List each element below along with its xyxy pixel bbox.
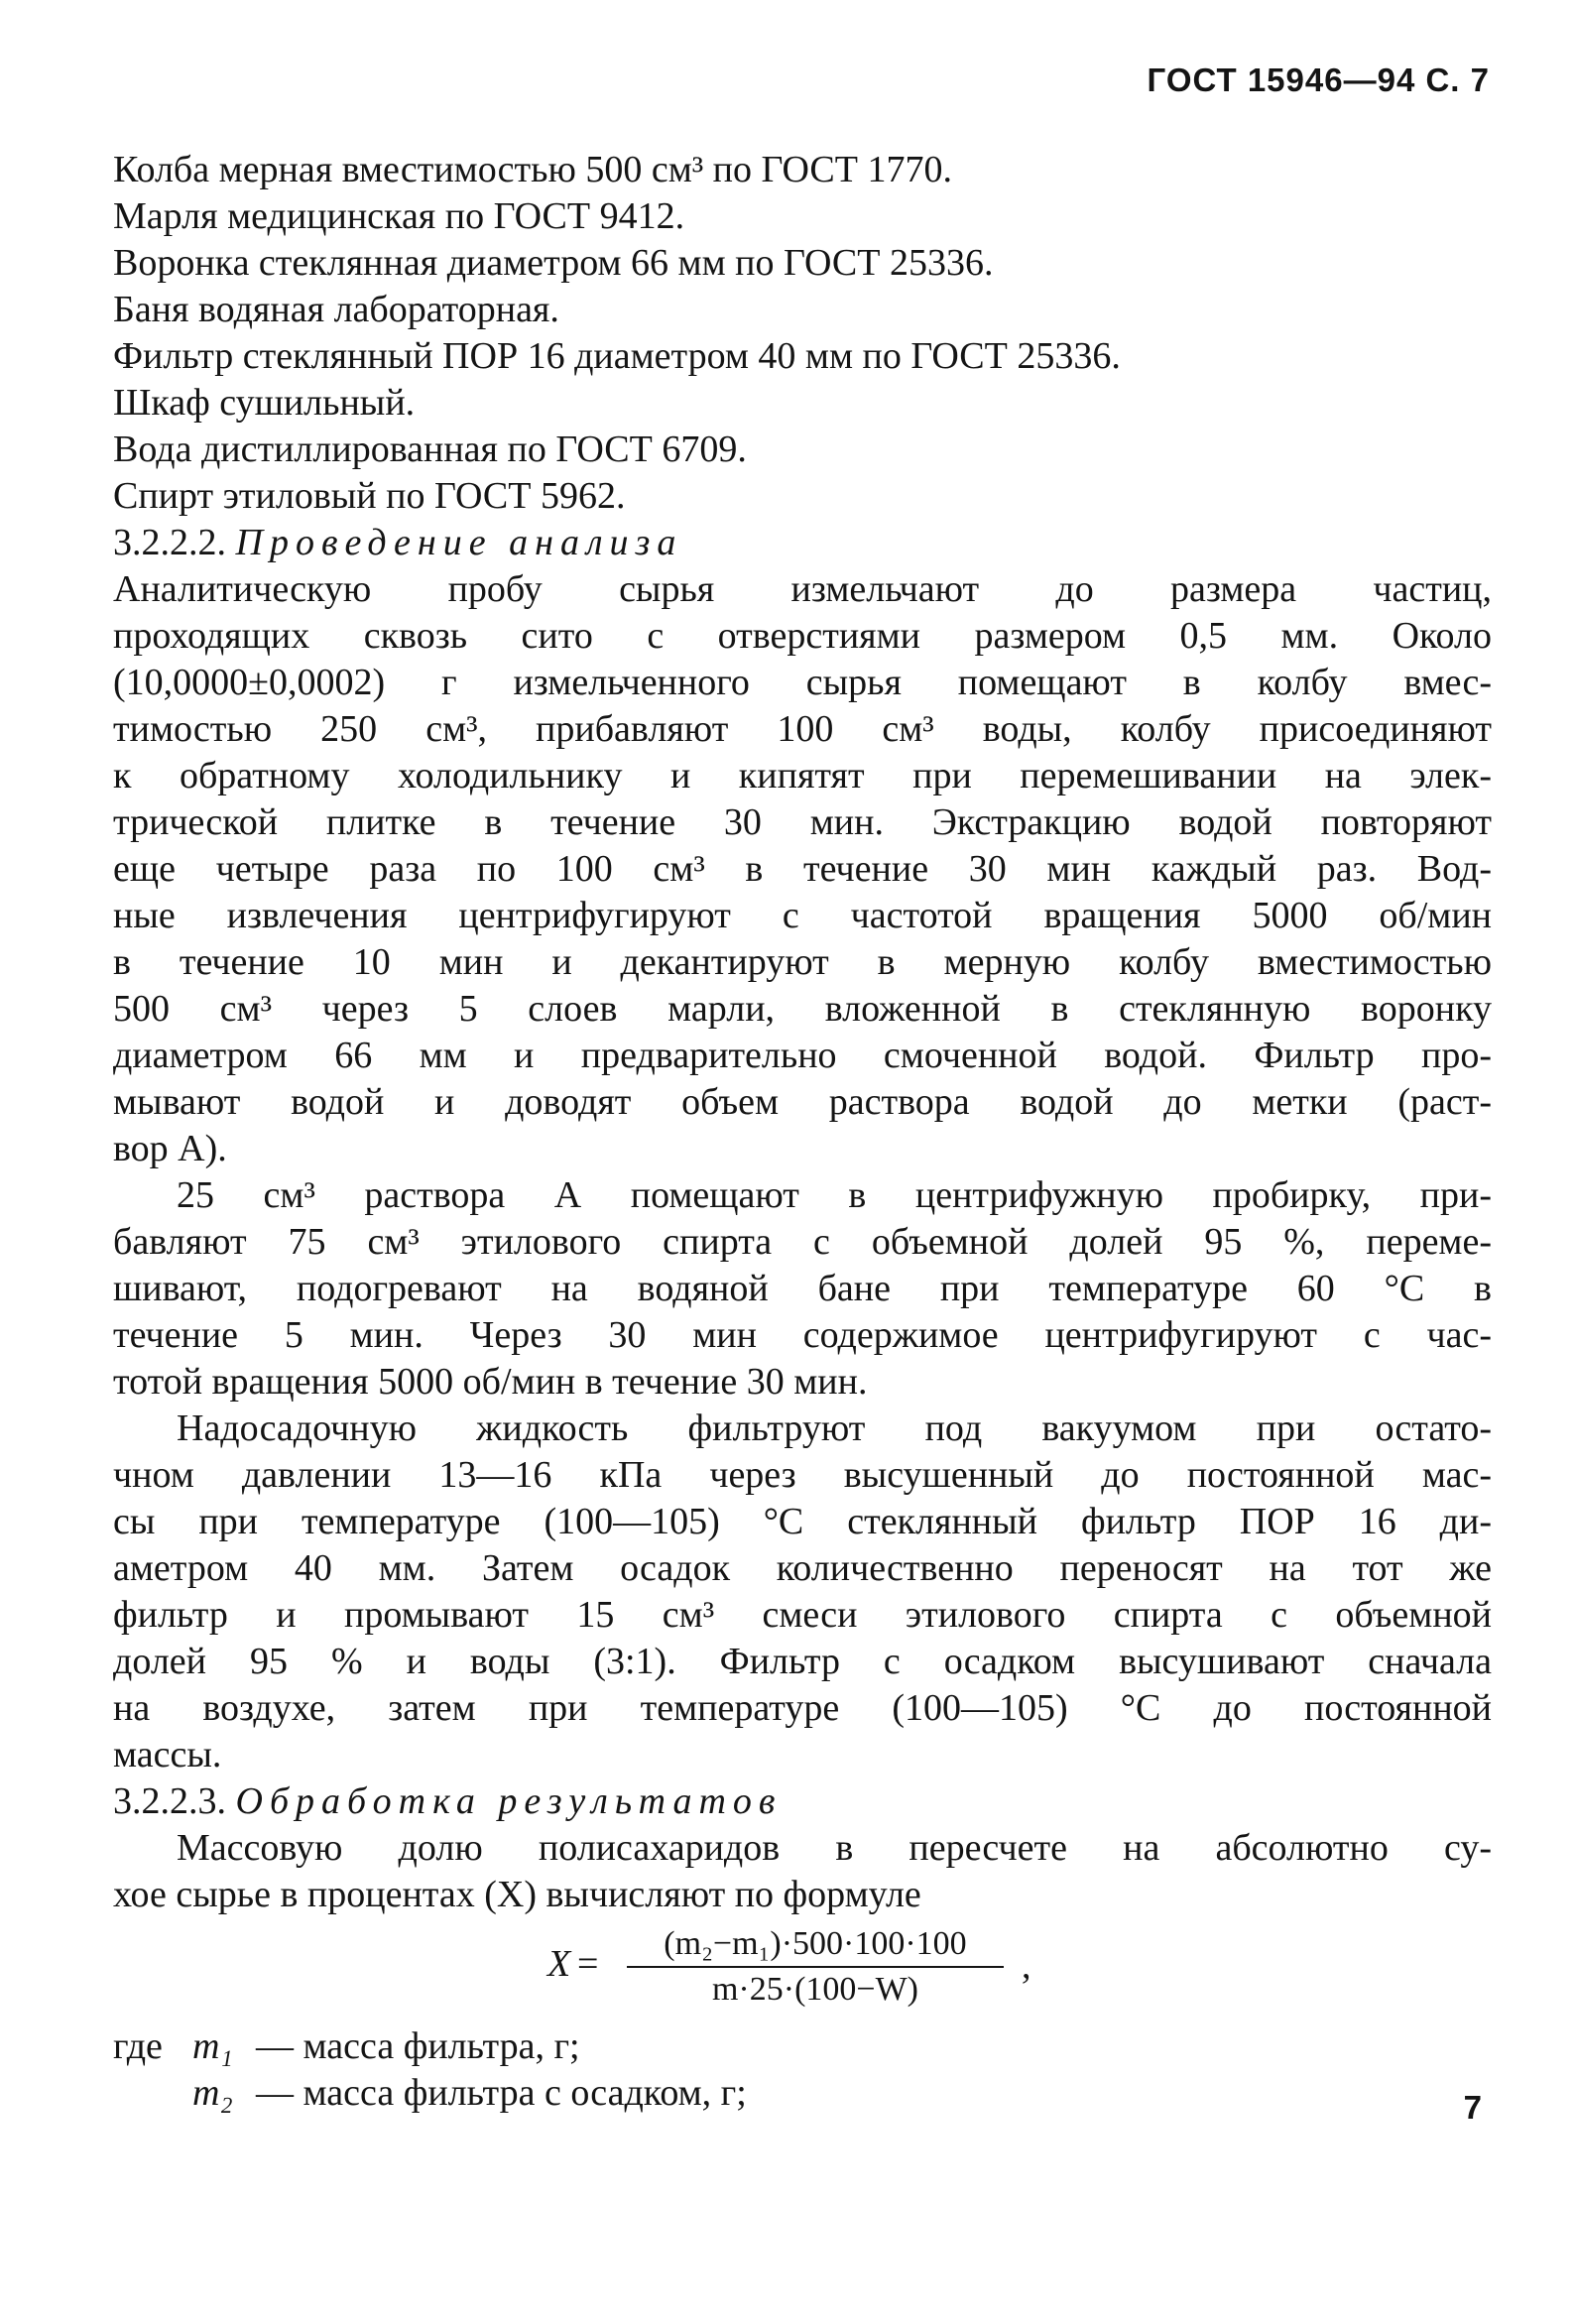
equipment-item: Колба мерная вместимостью 500 см³ по ГОСТ 1770. [113,149,952,190]
section-title: Проведение анализа [235,522,683,563]
paragraph-filtration [113,1406,1492,1778]
section-heading-results [113,1778,1492,1825]
text-line: тимостью 250 см³, прибавляют 100 см³ воды, колбу присоединяют [113,708,1492,750]
formula-legend [113,2023,1492,2117]
text-line: к обратному холодильнику и кипятят при перемешивании на элек- [113,755,1492,796]
text-line: 25 см³ раствора А помещают в центрифужную пробирку, при- [177,1174,1492,1216]
text-line: массы. [113,1734,222,1775]
text-line: еще четыре раза по 100 см³ в течение 30 мин каждый раз. Вод- [113,848,1492,890]
text-line: течение 5 мин. Через 30 мин содержимое центрифугируют с час- [113,1314,1492,1356]
text-line: 500 см³ через 5 слоев марли, вложенной в стеклянную воронку [113,988,1492,1030]
text-line: на воздухе, затем при температуре (100—105) °С до постоянной [113,1687,1492,1729]
page-header: ГОСТ 15946—94 С. 7 [1147,61,1490,98]
section-number: 3.2.2.3. [113,1780,226,1822]
text-line: фильтр и промывают 15 см³ смеси этилового спирта с объемной [113,1594,1492,1636]
text-line: Массовую долю полисахаридов в пересчете на абсолютно су- [177,1827,1492,1869]
legend-row [113,2070,1492,2117]
equipment-item: Вода дистиллированная по ГОСТ 6709. [113,428,747,470]
legend-label: где [113,2025,163,2067]
text-line: долей 95 % и воды (3:1). Фильтр с осадком высушивают сначала [113,1641,1492,1682]
text-line: вор А). [113,1128,227,1169]
formula-comma: , [1022,1945,1031,1987]
formula-equals: = [577,1943,599,1985]
text-line: сы при температуре (100—105) °С стеклянный фильтр ПОР 16 ди- [113,1501,1492,1542]
formula [547,1924,1492,2010]
formula-numerator: (m₂−m₁)·500·100·100 [627,1924,1004,1968]
section-heading-analysis [113,520,1492,566]
text-line: (10,0000±0,0002) г измельченного сырья помещают в колбу вмес- [113,662,1492,703]
formula-denominator: m·25·(100−W) [711,1971,918,2008]
paragraph-centrifuge [113,1172,1492,1406]
formula-fraction [627,1924,1004,2010]
legend-symbol: m₁ [192,2025,233,2067]
equipment-item: Спирт этиловый по ГОСТ 5962. [113,475,626,517]
page-number: 7 [1463,2089,1482,2126]
legend-row [113,2023,1492,2070]
text-line: хое сырье в процентах (X) вычисляют по формуле [113,1874,921,1915]
text-line: в течение 10 мин и декантируют в мерную колбу вместимостью [113,941,1492,983]
text-line: шивают, подогревают на водяной бане при температуре 60 °С в [113,1268,1492,1309]
equipment-item: Марля медицинская по ГОСТ 9412. [113,195,685,237]
equipment-item: Воронка стеклянная диаметром 66 мм по ГОСТ 25336. [113,242,994,284]
text-line: диаметром 66 мм и предварительно смоченной водой. Фильтр про- [113,1035,1492,1076]
text-line: бавляют 75 см³ этилового спирта с объемной долей 95 %, переме- [113,1221,1492,1263]
text-line: проходящих сквозь сито с отверстиями размером 0,5 мм. Около [113,615,1492,657]
text-line: ные извлечения центрифугируют с частотой вращения 5000 об/мин [113,895,1492,936]
text-line: тотой вращения 5000 об/мин в течение 30 мин. [113,1361,868,1403]
legend-dash: — [256,2025,294,2067]
text-line: трической плитке в течение 30 мин. Экстракцию водой повторяют [113,801,1492,843]
equipment-item: Баня водяная лабораторная. [113,289,559,330]
text-line: аметром 40 мм. Затем осадок количественно переносят на тот же [113,1547,1492,1589]
text-line: Аналитическую пробу сырья измельчают до размера частиц, [113,568,1492,610]
text-line: мывают водой и доводят объем раствора водой до метки (раст- [113,1081,1492,1123]
document-body [113,147,1492,2117]
text-line: Надосадочную жидкость фильтруют под вакуумом при остато- [177,1407,1492,1449]
section-number: 3.2.2.2. [113,522,226,563]
equipment-item: Фильтр стеклянный ПОР 16 диаметром 40 мм по ГОСТ 25336. [113,335,1121,377]
legend-symbol: m₂ [192,2072,233,2114]
legend-text: масса фильтра, г; [303,2025,580,2067]
equipment-item: Шкаф сушильный. [113,382,416,424]
text-line: чном давлении 13—16 кПа через высушенный до постоянной мас- [113,1454,1492,1496]
paragraph-results [113,1825,1492,1918]
legend-dash: — [256,2072,294,2114]
equipment-list [113,147,1492,520]
section-title: Обработка результатов [235,1780,783,1822]
formula-lhs: X [547,1943,571,1985]
paragraph-analysis [113,566,1492,1172]
legend-text: масса фильтра с осадком, г; [303,2072,747,2114]
